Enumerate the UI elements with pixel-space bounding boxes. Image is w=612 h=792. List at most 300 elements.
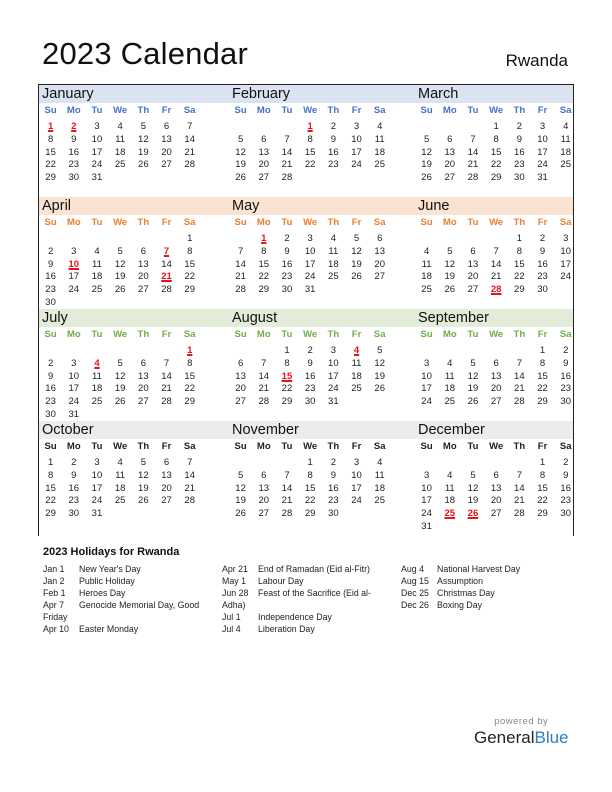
day-cell[interactable]: 3 <box>423 357 430 369</box>
day-cell[interactable]: 5 <box>237 133 244 145</box>
day-cell[interactable]: 2 <box>516 121 522 132</box>
day-cell[interactable]: 26 <box>374 383 385 395</box>
day-cell[interactable]: 8 <box>307 469 313 481</box>
day-cell[interactable]: 9 <box>71 133 77 145</box>
day-cell[interactable]: 11 <box>444 370 455 382</box>
day-cell[interactable]: 16 <box>328 482 339 494</box>
day-cell[interactable]: 2 <box>307 345 313 356</box>
day-cell[interactable]: 28 <box>514 396 525 408</box>
day-cell[interactable]: 7 <box>284 469 290 481</box>
day-cell[interactable]: 27 <box>467 284 479 296</box>
day-cell[interactable]: 17 <box>91 482 103 494</box>
day-cell[interactable]: 6 <box>261 469 267 481</box>
day-cell[interactable]: 3 <box>307 233 313 244</box>
day-cell[interactable]: 25 <box>444 396 456 408</box>
day-cell[interactable]: 9 <box>71 469 77 481</box>
day-cell[interactable]: 24 <box>68 284 80 296</box>
day-cell[interactable]: 17 <box>421 495 432 507</box>
day-cell[interactable]: 16 <box>560 370 571 382</box>
day-cell[interactable]: 29 <box>490 172 502 184</box>
day-cell[interactable]: 7 <box>493 245 499 257</box>
holiday-day-cell[interactable]: 21 <box>161 271 172 283</box>
day-cell[interactable]: 18 <box>444 383 456 395</box>
day-cell[interactable]: 8 <box>539 357 546 369</box>
day-cell[interactable]: 19 <box>138 146 149 158</box>
day-cell[interactable]: 16 <box>281 258 293 270</box>
day-cell[interactable]: 15 <box>45 146 56 158</box>
day-cell[interactable]: 21 <box>235 271 246 283</box>
day-cell[interactable]: 16 <box>514 146 525 158</box>
day-cell[interactable]: 9 <box>563 469 569 481</box>
holiday-day-cell[interactable]: 15 <box>281 370 293 382</box>
day-cell[interactable]: 3 <box>330 345 336 356</box>
day-cell[interactable]: 6 <box>261 133 267 145</box>
day-cell[interactable]: 4 <box>447 357 453 369</box>
day-cell[interactable]: 14 <box>235 258 246 270</box>
day-cell[interactable]: 19 <box>114 271 126 283</box>
day-cell[interactable]: 24 <box>68 396 80 408</box>
day-cell[interactable]: 4 <box>423 245 430 257</box>
day-cell[interactable]: 1 <box>539 457 546 468</box>
day-cell[interactable]: 10 <box>351 469 362 481</box>
day-cell[interactable]: 11 <box>92 258 102 270</box>
day-cell[interactable]: 2 <box>539 233 546 244</box>
day-cell[interactable]: 13 <box>444 146 456 158</box>
day-cell[interactable]: 7 <box>237 245 244 257</box>
day-cell[interactable]: 2 <box>563 345 569 356</box>
day-cell[interactable]: 19 <box>138 482 149 494</box>
day-cell[interactable]: 7 <box>516 357 522 369</box>
day-cell[interactable]: 22 <box>258 271 270 283</box>
day-cell[interactable]: 23 <box>560 383 571 395</box>
day-cell[interactable]: 26 <box>114 284 126 296</box>
day-cell[interactable]: 20 <box>138 383 149 395</box>
day-cell[interactable]: 30 <box>45 408 56 420</box>
day-cell[interactable]: 22 <box>184 271 195 283</box>
day-cell[interactable]: 16 <box>68 146 80 158</box>
day-cell[interactable]: 28 <box>281 508 293 520</box>
holiday-day-cell[interactable]: 28 <box>490 284 502 296</box>
day-cell[interactable]: 11 <box>92 370 102 382</box>
day-cell[interactable]: 13 <box>138 370 149 382</box>
day-cell[interactable]: 28 <box>281 172 293 184</box>
day-cell[interactable]: 4 <box>94 245 100 257</box>
day-cell[interactable]: 22 <box>281 383 293 395</box>
day-cell[interactable]: 23 <box>45 284 56 296</box>
day-cell[interactable]: 14 <box>281 482 293 494</box>
day-cell[interactable]: 7 <box>261 357 267 369</box>
day-cell[interactable]: 5 <box>447 245 453 257</box>
day-cell[interactable]: 9 <box>330 133 336 145</box>
day-cell[interactable]: 31 <box>91 172 103 184</box>
day-cell[interactable]: 12 <box>351 245 362 257</box>
day-cell[interactable]: 15 <box>304 482 316 494</box>
day-cell[interactable]: 30 <box>68 172 80 184</box>
day-cell[interactable]: 13 <box>258 146 270 158</box>
day-cell[interactable]: 8 <box>187 245 193 257</box>
day-cell[interactable]: 25 <box>114 159 126 171</box>
day-cell[interactable]: 17 <box>68 271 80 283</box>
day-cell[interactable]: 5 <box>470 357 476 369</box>
day-cell[interactable]: 26 <box>467 396 479 408</box>
day-cell[interactable]: 4 <box>330 233 336 244</box>
day-cell[interactable]: 25 <box>374 159 385 171</box>
day-cell[interactable]: 3 <box>71 357 77 369</box>
day-cell[interactable]: 17 <box>351 482 362 494</box>
day-cell[interactable]: 11 <box>351 357 362 369</box>
day-cell[interactable]: 26 <box>421 172 432 184</box>
day-cell[interactable]: 18 <box>560 146 571 158</box>
day-cell[interactable]: 23 <box>68 159 80 171</box>
holiday-day-cell[interactable]: 4 <box>94 357 100 369</box>
day-cell[interactable]: 6 <box>470 245 476 257</box>
day-cell[interactable]: 15 <box>184 370 195 382</box>
day-cell[interactable]: 5 <box>140 457 146 468</box>
day-cell[interactable]: 27 <box>258 172 270 184</box>
day-cell[interactable]: 29 <box>537 508 548 520</box>
day-cell[interactable]: 3 <box>353 121 360 132</box>
day-cell[interactable]: 20 <box>374 258 385 270</box>
day-cell[interactable]: 14 <box>161 258 172 270</box>
day-cell[interactable]: 12 <box>235 482 246 494</box>
day-cell[interactable]: 18 <box>114 146 126 158</box>
day-cell[interactable]: 25 <box>114 495 126 507</box>
day-cell[interactable]: 14 <box>490 258 502 270</box>
day-cell[interactable]: 18 <box>114 482 126 494</box>
day-cell[interactable]: 12 <box>114 370 126 382</box>
day-cell[interactable]: 16 <box>45 383 56 395</box>
day-cell[interactable]: 15 <box>258 258 270 270</box>
day-cell[interactable]: 10 <box>351 133 362 145</box>
day-cell[interactable]: 17 <box>328 370 339 382</box>
day-cell[interactable]: 24 <box>351 159 362 171</box>
day-cell[interactable]: 30 <box>45 296 56 308</box>
day-cell[interactable]: 14 <box>184 133 195 145</box>
holiday-day-cell[interactable]: 26 <box>467 508 479 520</box>
day-cell[interactable]: 26 <box>351 271 362 283</box>
holiday-day-cell[interactable]: 1 <box>307 121 313 132</box>
holiday-day-cell[interactable]: 4 <box>353 345 360 356</box>
day-cell[interactable]: 20 <box>235 383 246 395</box>
day-cell[interactable]: 12 <box>138 133 149 145</box>
day-cell[interactable]: 16 <box>304 370 316 382</box>
day-cell[interactable]: 29 <box>184 396 195 408</box>
day-cell[interactable]: 29 <box>45 508 56 520</box>
day-cell[interactable]: 29 <box>514 284 525 296</box>
day-cell[interactable]: 27 <box>258 508 270 520</box>
day-cell[interactable]: 7 <box>187 121 193 132</box>
day-cell[interactable]: 20 <box>138 271 149 283</box>
day-cell[interactable]: 30 <box>304 396 316 408</box>
day-cell[interactable]: 21 <box>514 383 525 395</box>
day-cell[interactable]: 13 <box>490 370 502 382</box>
day-cell[interactable]: 28 <box>235 284 246 296</box>
day-cell[interactable]: 9 <box>516 133 522 145</box>
day-cell[interactable]: 17 <box>304 258 316 270</box>
day-cell[interactable]: 26 <box>138 495 149 507</box>
day-cell[interactable]: 5 <box>237 469 244 481</box>
day-cell[interactable]: 11 <box>421 258 432 270</box>
day-cell[interactable]: 28 <box>184 159 195 171</box>
day-cell[interactable]: 28 <box>184 495 195 507</box>
day-cell[interactable]: 10 <box>421 482 432 494</box>
day-cell[interactable]: 22 <box>304 495 316 507</box>
day-cell[interactable]: 20 <box>490 495 502 507</box>
day-cell[interactable]: 29 <box>304 508 316 520</box>
day-cell[interactable]: 12 <box>467 370 479 382</box>
day-cell[interactable]: 19 <box>235 159 246 171</box>
day-cell[interactable]: 28 <box>161 396 172 408</box>
day-cell[interactable]: 20 <box>490 383 502 395</box>
day-cell[interactable]: 2 <box>71 457 77 468</box>
day-cell[interactable]: 16 <box>537 258 548 270</box>
day-cell[interactable]: 30 <box>328 508 339 520</box>
day-cell[interactable]: 12 <box>421 146 432 158</box>
day-cell[interactable]: 5 <box>117 357 123 369</box>
day-cell[interactable]: 21 <box>281 159 293 171</box>
day-cell[interactable]: 4 <box>377 121 383 132</box>
day-cell[interactable]: 25 <box>374 495 385 507</box>
day-cell[interactable]: 10 <box>328 357 339 369</box>
day-cell[interactable]: 26 <box>138 159 149 171</box>
day-cell[interactable]: 23 <box>560 495 571 507</box>
day-cell[interactable]: 22 <box>45 495 56 507</box>
day-cell[interactable]: 8 <box>539 469 546 481</box>
day-cell[interactable]: 1 <box>47 457 54 468</box>
day-cell[interactable]: 22 <box>514 271 525 283</box>
day-cell[interactable]: 5 <box>117 245 123 257</box>
day-cell[interactable]: 26 <box>235 508 246 520</box>
day-cell[interactable]: 2 <box>47 357 54 369</box>
day-cell[interactable]: 21 <box>490 271 502 283</box>
day-cell[interactable]: 20 <box>161 146 172 158</box>
day-cell[interactable]: 15 <box>304 146 316 158</box>
day-cell[interactable]: 24 <box>91 495 103 507</box>
day-cell[interactable]: 24 <box>328 383 339 395</box>
day-cell[interactable]: 19 <box>467 383 479 395</box>
day-cell[interactable]: 14 <box>184 469 195 481</box>
day-cell[interactable]: 14 <box>514 370 525 382</box>
day-cell[interactable]: 6 <box>163 457 170 468</box>
day-cell[interactable]: 16 <box>45 271 56 283</box>
day-cell[interactable]: 27 <box>444 172 456 184</box>
day-cell[interactable]: 6 <box>493 357 499 369</box>
day-cell[interactable]: 28 <box>514 508 525 520</box>
day-cell[interactable]: 9 <box>330 469 336 481</box>
day-cell[interactable]: 19 <box>444 271 456 283</box>
day-cell[interactable]: 17 <box>91 146 103 158</box>
day-cell[interactable]: 2 <box>330 457 336 468</box>
day-cell[interactable]: 30 <box>537 284 548 296</box>
day-cell[interactable]: 5 <box>423 133 430 145</box>
day-cell[interactable]: 31 <box>421 520 432 532</box>
day-cell[interactable]: 26 <box>235 172 246 184</box>
holiday-day-cell[interactable]: 10 <box>68 258 80 270</box>
day-cell[interactable]: 19 <box>467 495 479 507</box>
day-cell[interactable]: 22 <box>537 495 548 507</box>
day-cell[interactable]: 12 <box>114 258 126 270</box>
day-cell[interactable]: 1 <box>187 233 193 244</box>
day-cell[interactable]: 27 <box>138 396 149 408</box>
day-cell[interactable]: 26 <box>114 396 126 408</box>
day-cell[interactable]: 11 <box>328 245 339 257</box>
day-cell[interactable]: 23 <box>45 396 56 408</box>
day-cell[interactable]: 23 <box>328 495 339 507</box>
day-cell[interactable]: 2 <box>47 245 54 257</box>
day-cell[interactable]: 10 <box>91 133 103 145</box>
day-cell[interactable]: 24 <box>421 396 432 408</box>
day-cell[interactable]: 4 <box>447 469 453 481</box>
day-cell[interactable]: 11 <box>115 469 126 481</box>
day-cell[interactable]: 4 <box>117 457 123 468</box>
day-cell[interactable]: 23 <box>281 271 293 283</box>
day-cell[interactable]: 30 <box>514 172 525 184</box>
day-cell[interactable]: 17 <box>351 146 362 158</box>
day-cell[interactable]: 6 <box>377 233 383 244</box>
day-cell[interactable]: 23 <box>537 271 548 283</box>
day-cell[interactable]: 20 <box>258 159 270 171</box>
day-cell[interactable]: 27 <box>374 271 385 283</box>
day-cell[interactable]: 19 <box>351 258 362 270</box>
day-cell[interactable]: 18 <box>374 146 385 158</box>
day-cell[interactable]: 9 <box>539 245 546 257</box>
day-cell[interactable]: 3 <box>353 457 360 468</box>
day-cell[interactable]: 12 <box>444 258 456 270</box>
day-cell[interactable]: 16 <box>560 482 571 494</box>
day-cell[interactable]: 12 <box>138 469 149 481</box>
holiday-day-cell[interactable]: 1 <box>261 233 267 244</box>
day-cell[interactable]: 28 <box>258 396 270 408</box>
day-cell[interactable]: 10 <box>91 469 103 481</box>
day-cell[interactable]: 13 <box>138 258 149 270</box>
day-cell[interactable]: 21 <box>514 495 525 507</box>
day-cell[interactable]: 21 <box>161 383 172 395</box>
day-cell[interactable]: 21 <box>281 495 293 507</box>
day-cell[interactable]: 25 <box>91 396 103 408</box>
day-cell[interactable]: 10 <box>560 245 571 257</box>
day-cell[interactable]: 14 <box>161 370 172 382</box>
day-cell[interactable]: 17 <box>560 258 571 270</box>
day-cell[interactable]: 12 <box>374 357 385 369</box>
day-cell[interactable]: 15 <box>45 482 56 494</box>
day-cell[interactable]: 30 <box>560 508 571 520</box>
day-cell[interactable]: 17 <box>421 383 432 395</box>
holiday-day-cell[interactable]: 1 <box>47 121 54 132</box>
holiday-day-cell[interactable]: 7 <box>163 245 170 257</box>
day-cell[interactable]: 13 <box>161 133 172 145</box>
day-cell[interactable]: 21 <box>184 146 195 158</box>
day-cell[interactable]: 1 <box>493 121 499 132</box>
day-cell[interactable]: 22 <box>184 383 195 395</box>
day-cell[interactable]: 29 <box>184 284 195 296</box>
day-cell[interactable]: 5 <box>470 469 476 481</box>
day-cell[interactable]: 9 <box>307 357 313 369</box>
day-cell[interactable]: 31 <box>304 284 316 296</box>
day-cell[interactable]: 3 <box>539 121 546 132</box>
day-cell[interactable]: 8 <box>261 245 267 257</box>
day-cell[interactable]: 1 <box>539 345 546 356</box>
day-cell[interactable]: 17 <box>68 383 80 395</box>
day-cell[interactable]: 3 <box>71 245 77 257</box>
day-cell[interactable]: 6 <box>237 357 244 369</box>
day-cell[interactable]: 22 <box>45 159 56 171</box>
day-cell[interactable]: 13 <box>490 482 502 494</box>
day-cell[interactable]: 9 <box>47 258 54 270</box>
day-cell[interactable]: 18 <box>444 495 456 507</box>
day-cell[interactable]: 6 <box>140 245 146 257</box>
day-cell[interactable]: 26 <box>444 284 456 296</box>
day-cell[interactable]: 31 <box>537 172 548 184</box>
day-cell[interactable]: 6 <box>163 121 170 132</box>
day-cell[interactable]: 8 <box>47 133 54 145</box>
day-cell[interactable]: 15 <box>184 258 195 270</box>
day-cell[interactable]: 7 <box>516 469 522 481</box>
day-cell[interactable]: 30 <box>68 508 80 520</box>
day-cell[interactable]: 25 <box>560 159 571 171</box>
day-cell[interactable]: 17 <box>537 146 548 158</box>
day-cell[interactable]: 19 <box>374 370 385 382</box>
day-cell[interactable]: 14 <box>258 370 270 382</box>
day-cell[interactable]: 18 <box>91 271 103 283</box>
day-cell[interactable]: 11 <box>560 133 571 145</box>
day-cell[interactable]: 10 <box>537 133 548 145</box>
holiday-day-cell[interactable]: 1 <box>187 345 193 356</box>
day-cell[interactable]: 18 <box>421 271 432 283</box>
day-cell[interactable]: 22 <box>537 383 548 395</box>
day-cell[interactable]: 15 <box>490 146 502 158</box>
day-cell[interactable]: 21 <box>467 159 479 171</box>
day-cell[interactable]: 5 <box>140 121 146 132</box>
day-cell[interactable]: 19 <box>421 159 432 171</box>
day-cell[interactable]: 11 <box>374 133 385 145</box>
day-cell[interactable]: 23 <box>328 159 339 171</box>
day-cell[interactable]: 24 <box>560 271 571 283</box>
day-cell[interactable]: 16 <box>68 482 80 494</box>
day-cell[interactable]: 3 <box>94 121 100 132</box>
day-cell[interactable]: 13 <box>161 469 172 481</box>
day-cell[interactable]: 24 <box>537 159 548 171</box>
day-cell[interactable]: 8 <box>307 133 313 145</box>
day-cell[interactable]: 15 <box>537 370 548 382</box>
day-cell[interactable]: 27 <box>235 396 246 408</box>
day-cell[interactable]: 22 <box>304 159 316 171</box>
day-cell[interactable]: 24 <box>351 495 362 507</box>
holiday-day-cell[interactable]: 2 <box>71 121 77 132</box>
day-cell[interactable]: 25 <box>421 284 432 296</box>
day-cell[interactable]: 6 <box>493 469 499 481</box>
day-cell[interactable]: 18 <box>351 370 362 382</box>
day-cell[interactable]: 27 <box>490 396 502 408</box>
day-cell[interactable]: 4 <box>117 121 123 132</box>
day-cell[interactable]: 11 <box>444 482 455 494</box>
day-cell[interactable]: 10 <box>304 245 316 257</box>
day-cell[interactable]: 12 <box>235 146 246 158</box>
day-cell[interactable]: 18 <box>91 383 103 395</box>
day-cell[interactable]: 13 <box>374 245 385 257</box>
day-cell[interactable]: 4 <box>377 457 383 468</box>
day-cell[interactable]: 7 <box>187 457 193 468</box>
day-cell[interactable]: 8 <box>187 357 193 369</box>
day-cell[interactable]: 8 <box>493 133 499 145</box>
day-cell[interactable]: 9 <box>284 245 290 257</box>
day-cell[interactable]: 10 <box>421 370 432 382</box>
day-cell[interactable]: 14 <box>467 146 479 158</box>
day-cell[interactable]: 20 <box>444 159 456 171</box>
day-cell[interactable]: 14 <box>281 146 293 158</box>
day-cell[interactable]: 11 <box>374 469 385 481</box>
day-cell[interactable]: 28 <box>467 172 479 184</box>
day-cell[interactable]: 19 <box>235 495 246 507</box>
